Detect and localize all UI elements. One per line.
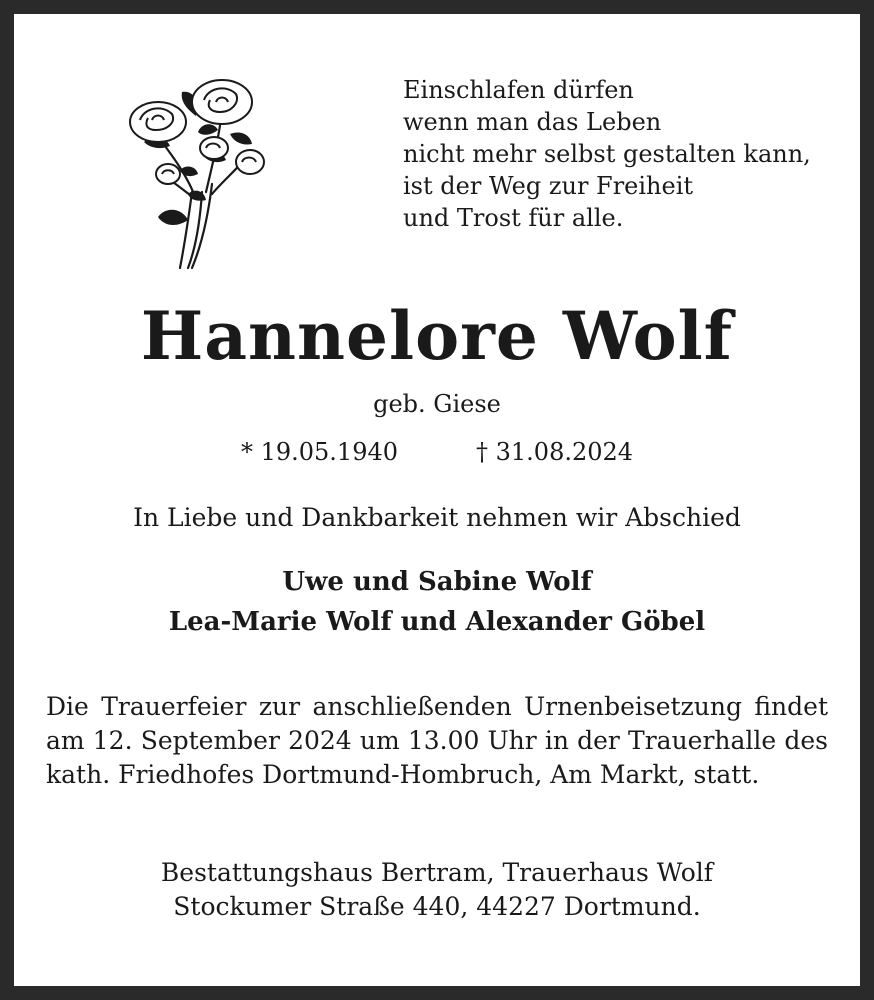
ceremony-details: Die Trauerfeier zur anschließenden Urnenbeisetzung findet am 12. September 2024 um 13.00 Uhr in der Trauerhalle des kath. Friedhofes Dortmund-Hombruch, Am Markt, statt.: [46, 692, 828, 789]
undertaker-name: Bestattungshaus Bertram, Trauerhaus Wolf: [160, 858, 714, 887]
undertaker-address: Stockumer Straße 440, 44227 Dortmund.: [173, 892, 701, 921]
mourner-line: Lea-Marie Wolf und Alexander Göbel: [168, 607, 706, 637]
death-date: † 31.08.2024: [476, 438, 634, 466]
poem: [403, 74, 843, 234]
poem-line: nicht mehr selbst gestalten kann,: [403, 140, 811, 168]
mourner-line: Uwe und Sabine Wolf: [282, 567, 592, 597]
mourners: [14, 562, 860, 642]
deceased-name: Hannelore Wolf: [140, 297, 734, 375]
birth-date: * 19.05.1940: [240, 438, 398, 466]
poem-line: wenn man das Leben: [403, 108, 662, 136]
birth-name: geb. Giese: [373, 390, 501, 418]
roses-icon: [122, 72, 277, 272]
poem-line: ist der Weg zur Freiheit: [403, 172, 694, 200]
life-dates: [14, 438, 860, 466]
obituary-notice: [14, 14, 860, 986]
poem-line: Einschlafen dürfen: [403, 76, 634, 104]
undertaker-info: [14, 856, 860, 924]
farewell-text: In Liebe und Dankbarkeit nehmen wir Abschied: [133, 503, 741, 532]
poem-line: und Trost für alle.: [403, 204, 624, 232]
